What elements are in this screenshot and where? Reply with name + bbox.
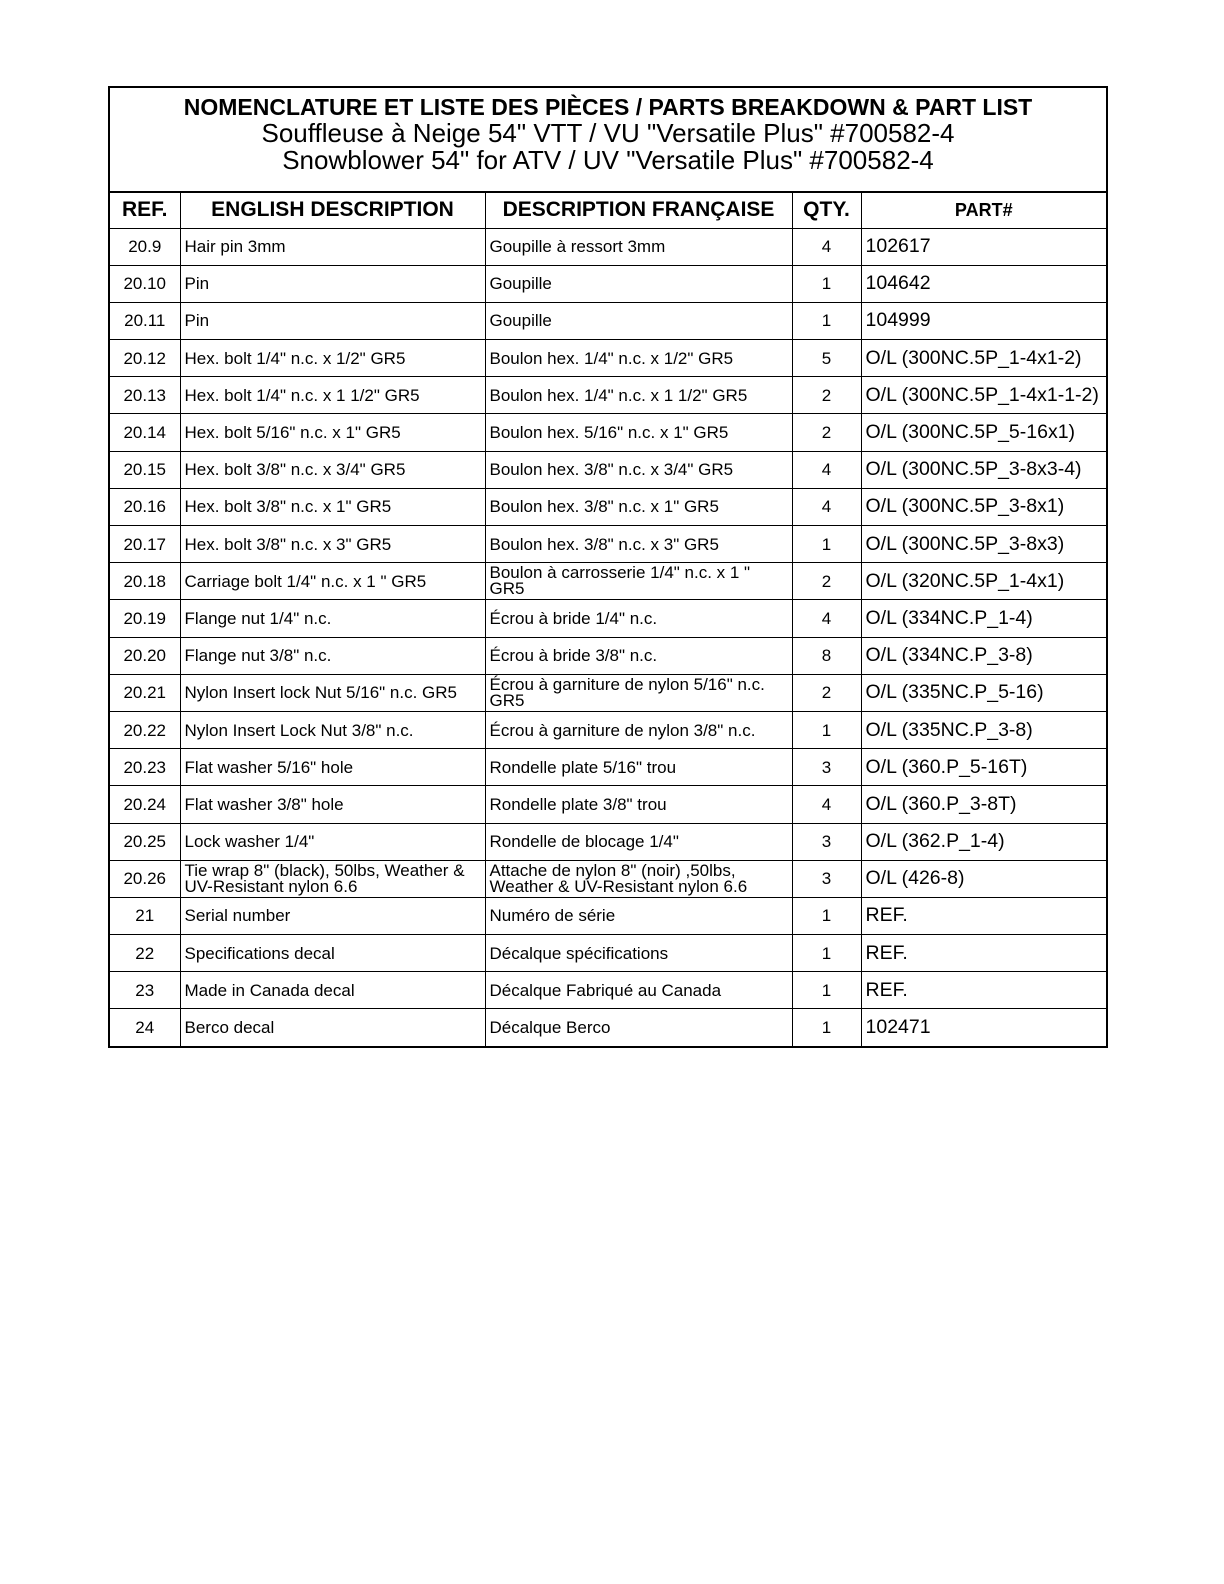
cell-ref: 20.10 — [110, 265, 180, 302]
table-row — [110, 674, 1106, 711]
cell-ref: 20.22 — [110, 711, 180, 748]
cell-qty: 2 — [792, 674, 861, 711]
cell-qty: 1 — [792, 526, 861, 563]
cell-part-number: O/L (334NC.P_1-4) — [861, 600, 1106, 637]
cell-part-number: REF. — [861, 972, 1106, 1009]
cell-part-number: 104642 — [861, 265, 1106, 302]
cell-english-description: Flat washer 3/8" hole — [180, 786, 485, 823]
table-row — [110, 488, 1106, 525]
cell-english-description: Made in Canada decal — [180, 972, 485, 1009]
cell-qty: 4 — [792, 488, 861, 525]
table-row — [110, 860, 1106, 897]
cell-english-description: Flange nut 3/8" n.c. — [180, 637, 485, 674]
cell-qty: 3 — [792, 860, 861, 897]
cell-french-description: Boulon hex. 3/8" n.c. x 1" GR5 — [485, 488, 792, 525]
cell-ref: 21 — [110, 897, 180, 934]
cell-ref: 20.15 — [110, 451, 180, 488]
cell-ref: 20.9 — [110, 228, 180, 265]
cell-french-description: Écrou à garniture de nylon 3/8" n.c. — [485, 711, 792, 748]
cell-english-description: Serial number — [180, 897, 485, 934]
cell-ref: 20.23 — [110, 749, 180, 786]
cell-qty: 8 — [792, 637, 861, 674]
table-row — [110, 823, 1106, 860]
cell-english-description: Flange nut 1/4" n.c. — [180, 600, 485, 637]
cell-qty: 2 — [792, 414, 861, 451]
cell-ref: 20.20 — [110, 637, 180, 674]
cell-ref: 20.21 — [110, 674, 180, 711]
cell-french-description: Décalque Fabriqué au Canada — [485, 972, 792, 1009]
cell-qty: 1 — [792, 711, 861, 748]
cell-english-description: Hex. bolt 1/4" n.c. x 1 1/2" GR5 — [180, 377, 485, 414]
table-row — [110, 228, 1106, 265]
cell-qty: 3 — [792, 823, 861, 860]
cell-french-description: Boulon hex. 1/4" n.c. x 1 1/2" GR5 — [485, 377, 792, 414]
cell-english-description: Nylon Insert lock Nut 5/16" n.c. GR5 — [180, 674, 485, 711]
table-row — [110, 1009, 1106, 1046]
cell-ref: 20.24 — [110, 786, 180, 823]
cell-qty: 1 — [792, 897, 861, 934]
cell-part-number: REF. — [861, 897, 1106, 934]
table-row — [110, 302, 1106, 339]
cell-ref: 20.14 — [110, 414, 180, 451]
cell-ref: 20.19 — [110, 600, 180, 637]
column-header-french: DESCRIPTION FRANÇAISE — [485, 193, 792, 228]
cell-part-number: O/L (335NC.P_3-8) — [861, 711, 1106, 748]
table-row — [110, 749, 1106, 786]
cell-english-description: Specifications decal — [180, 935, 485, 972]
cell-part-number: O/L (300NC.5P_1-4x1-2) — [861, 340, 1106, 377]
cell-part-number: 102471 — [861, 1009, 1106, 1046]
cell-french-description: Rondelle plate 3/8" trou — [485, 786, 792, 823]
cell-part-number: O/L (360.P_3-8T) — [861, 786, 1106, 823]
table-row — [110, 451, 1106, 488]
table-row — [110, 786, 1106, 823]
cell-part-number: O/L (300NC.5P_3-8x1) — [861, 488, 1106, 525]
cell-qty: 4 — [792, 786, 861, 823]
column-header-qty: QTY. — [792, 193, 861, 228]
table-row — [110, 526, 1106, 563]
cell-qty: 4 — [792, 600, 861, 637]
cell-english-description: Tie wrap 8" (black), 50lbs, Weather & UV-Resistant nylon 6.6 — [180, 860, 485, 897]
cell-ref: 20.12 — [110, 340, 180, 377]
cell-french-description: Boulon hex. 3/8" n.c. x 3" GR5 — [485, 526, 792, 563]
cell-part-number: 102617 — [861, 228, 1106, 265]
cell-french-description: Décalque Berco — [485, 1009, 792, 1046]
cell-part-number: O/L (300NC.5P_5-16x1) — [861, 414, 1106, 451]
cell-qty: 1 — [792, 935, 861, 972]
cell-french-description: Attache de nylon 8" (noir) ,50lbs, Weather & UV-Resistant nylon 6.6 — [485, 860, 792, 897]
cell-qty: 2 — [792, 377, 861, 414]
cell-english-description: Lock washer 1/4" — [180, 823, 485, 860]
cell-qty: 3 — [792, 749, 861, 786]
cell-part-number: O/L (426-8) — [861, 860, 1106, 897]
cell-part-number: O/L (300NC.5P_3-8x3-4) — [861, 451, 1106, 488]
cell-qty: 4 — [792, 451, 861, 488]
cell-french-description: Boulon hex. 1/4" n.c. x 1/2" GR5 — [485, 340, 792, 377]
cell-qty: 1 — [792, 265, 861, 302]
table-row — [110, 711, 1106, 748]
cell-part-number: O/L (360.P_5-16T) — [861, 749, 1106, 786]
table-row — [110, 563, 1106, 600]
cell-french-description: Écrou à bride 3/8" n.c. — [485, 637, 792, 674]
table-row — [110, 637, 1106, 674]
cell-english-description: Hex. bolt 5/16" n.c. x 1" GR5 — [180, 414, 485, 451]
cell-english-description: Nylon Insert Lock Nut 3/8" n.c. — [180, 711, 485, 748]
table-row — [110, 377, 1106, 414]
cell-english-description: Hair pin 3mm — [180, 228, 485, 265]
cell-english-description: Berco decal — [180, 1009, 485, 1046]
cell-ref: 20.16 — [110, 488, 180, 525]
table-row — [110, 897, 1106, 934]
cell-english-description: Hex. bolt 3/8" n.c. x 3/4" GR5 — [180, 451, 485, 488]
cell-english-description: Flat washer 5/16" hole — [180, 749, 485, 786]
cell-english-description: Carriage bolt 1/4" n.c. x 1 " GR5 — [180, 563, 485, 600]
cell-french-description: Écrou à bride 1/4" n.c. — [485, 600, 792, 637]
column-header-part: PART# — [861, 193, 1106, 228]
table-row — [110, 972, 1106, 1009]
cell-french-description: Boulon à carrosserie 1/4" n.c. x 1 " GR5 — [485, 563, 792, 600]
cell-french-description: Rondelle plate 5/16" trou — [485, 749, 792, 786]
cell-part-number: O/L (320NC.5P_1-4x1) — [861, 563, 1106, 600]
cell-english-description: Pin — [180, 265, 485, 302]
cell-english-description: Hex. bolt 1/4" n.c. x 1/2" GR5 — [180, 340, 485, 377]
page-title: NOMENCLATURE ET LISTE DES PIÈCES / PARTS BREAKDOWN & PART LIST — [183, 94, 1033, 120]
cell-qty: 2 — [792, 563, 861, 600]
cell-qty: 1 — [792, 972, 861, 1009]
cell-part-number: O/L (334NC.P_3-8) — [861, 637, 1106, 674]
cell-french-description: Goupille à ressort 3mm — [485, 228, 792, 265]
product-title-french: Souffleuse à Neige 54" VTT / VU "Versatile Plus" #700582-4 — [261, 118, 955, 148]
cell-french-description: Écrou à garniture de nylon 5/16" n.c. GR5 — [485, 674, 792, 711]
cell-ref: 20.26 — [110, 860, 180, 897]
cell-qty: 1 — [792, 1009, 861, 1046]
cell-qty: 4 — [792, 228, 861, 265]
cell-french-description: Boulon hex. 5/16" n.c. x 1" GR5 — [485, 414, 792, 451]
table-row — [110, 340, 1106, 377]
table-row — [110, 265, 1106, 302]
cell-ref: 20.18 — [110, 563, 180, 600]
cell-french-description: Goupille — [485, 302, 792, 339]
cell-ref: 20.11 — [110, 302, 180, 339]
parts-table — [110, 193, 1106, 1046]
table-row — [110, 414, 1106, 451]
cell-french-description: Décalque spécifications — [485, 935, 792, 972]
cell-ref: 20.25 — [110, 823, 180, 860]
cell-french-description: Rondelle de blocage 1/4" — [485, 823, 792, 860]
cell-ref: 22 — [110, 935, 180, 972]
cell-part-number: O/L (362.P_1-4) — [861, 823, 1106, 860]
product-title-english: Snowblower 54" for ATV / UV "Versatile Plus" #700582-4 — [282, 145, 934, 175]
cell-ref: 20.13 — [110, 377, 180, 414]
parts-table-body — [110, 228, 1106, 1046]
column-header-ref: REF. — [110, 193, 180, 228]
cell-part-number: O/L (300NC.5P_1-4x1-1-2) — [861, 377, 1106, 414]
cell-english-description: Hex. bolt 3/8" n.c. x 1" GR5 — [180, 488, 485, 525]
title-block — [110, 88, 1106, 193]
cell-part-number: REF. — [861, 935, 1106, 972]
cell-english-description: Pin — [180, 302, 485, 339]
table-header-row — [110, 193, 1106, 228]
parts-list-sheet — [108, 86, 1108, 1048]
cell-part-number: 104999 — [861, 302, 1106, 339]
cell-french-description: Numéro de série — [485, 897, 792, 934]
cell-french-description: Boulon hex. 3/8" n.c. x 3/4" GR5 — [485, 451, 792, 488]
table-row — [110, 600, 1106, 637]
cell-french-description: Goupille — [485, 265, 792, 302]
cell-ref: 23 — [110, 972, 180, 1009]
cell-english-description: Hex. bolt 3/8" n.c. x 3" GR5 — [180, 526, 485, 563]
cell-ref: 24 — [110, 1009, 180, 1046]
cell-part-number: O/L (300NC.5P_3-8x3) — [861, 526, 1106, 563]
cell-qty: 1 — [792, 302, 861, 339]
table-row — [110, 935, 1106, 972]
cell-ref: 20.17 — [110, 526, 180, 563]
cell-part-number: O/L (335NC.P_5-16) — [861, 674, 1106, 711]
cell-qty: 5 — [792, 340, 861, 377]
column-header-english: ENGLISH DESCRIPTION — [180, 193, 485, 228]
